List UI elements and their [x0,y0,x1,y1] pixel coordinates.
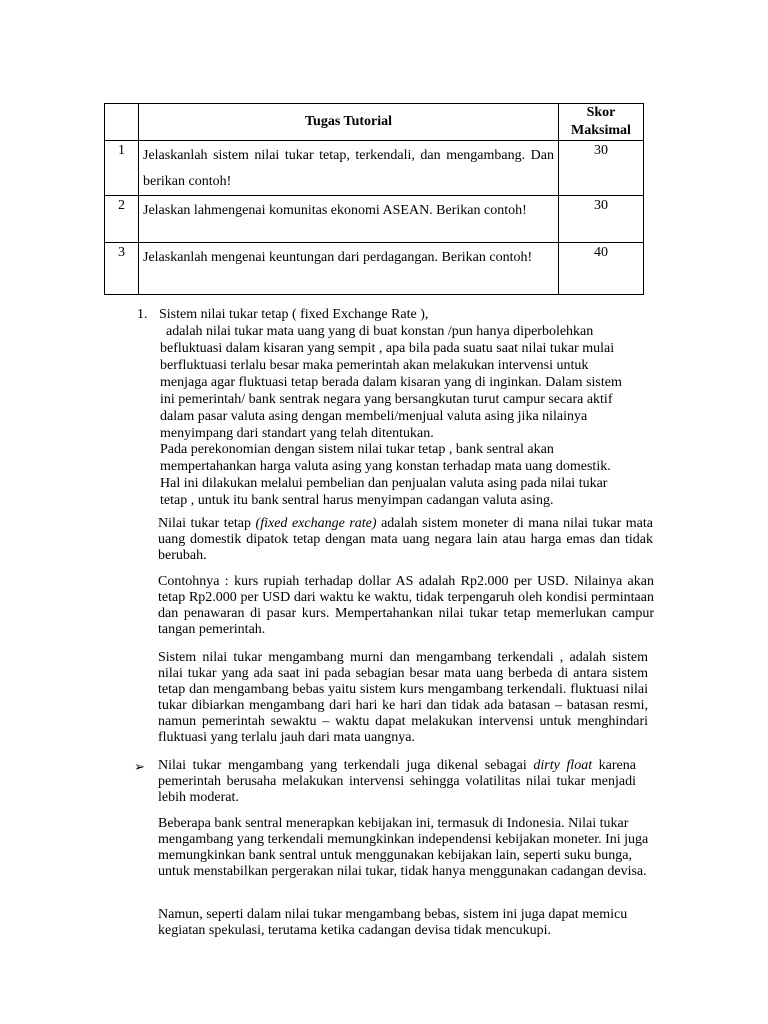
row-score: 30 [559,196,644,243]
example-paragraph: Contohnya : kurs rupiah terhadap dollar AS adalah Rp2.000 per USD. Nilainya akan tetap Rp2.000 per USD dari waktu ke waktu, tidak terpengaruh oleh kondisi permintaan dan penawaran di pasar kurs. Mempertahankan nilai tukar tetap memerlukan campur tangan pemerintah. [158,574,654,637]
table-header-row [105,104,644,141]
dirty-float-paragraph [158,758,636,806]
row-question: Jelaskanlah sistem nilai tukar tetap, terkendali, dan mengambang. Dan berikan contoh! [139,141,559,196]
p2-line: mempertahankan harga valuta asing yang konstan terhadap mata uang domestik. [160,459,611,474]
p2-line: tetap , untuk itu bank sentral harus menyimpan cadangan valuta asing. [160,493,554,508]
answer-heading: Sistem nilai tukar tetap ( fixed Exchange Rate ), [159,307,429,322]
header-task: Tugas Tutorial [139,104,559,141]
p1-line: ini pemerintah/ bank sentrak negara yang bersangkutan turut campur secara aktif [160,392,613,407]
p6-rest: karena pemerintah berusaha melakukan intervensi sehingga volatilitas nilai tukar menjadi lebih moderat. [158,758,636,805]
p1-line: adalah nilai tukar mata uang yang di buat konstan /pun hanya diperbolehkan [166,324,594,339]
speculation-paragraph: Namun, seperti dalam nilai tukar mengambang bebas, sistem ini juga dapat memicu kegiatan spekulasi, terutama ketika cadangan devisa tidak mencukupi. [158,907,628,938]
row-number: 3 [105,243,139,295]
p1-line: menjaga agar fluktuasi tetap berada dalam kisaran yang di inginkan. Dalam sistem [160,375,622,390]
fixed-rate-definition [158,516,653,564]
p3-rest: adalah sistem moneter di mana nilai tukar mata uang domestik dipatok tetap dengan mata uang negara lain atau harga emas dan tidak berubah. [158,516,653,563]
header-number [105,104,139,141]
floating-rate-paragraph: Sistem nilai tukar mengambang murni dan mengambang terkendali , adalah sistem nilai tukar yang ada saat ini pada sebagian besar mata uang berbeda di antara sistem tetap dan mengambang bebas yaitu sistem kurs mengambang terkendali. fluktuasi nilai tukar dibiarkan mengambang dari hari ke hari dan tidak ada batasan – batasan resmi, namun pemerintah sewaktu – waktu dapat melakukan intervensi untuk menghindari fluktuasi yang terlalu jauh dari mata uangnya. [158,650,648,745]
row-number: 2 [105,196,139,243]
table-row [105,141,644,196]
table-row [105,243,644,295]
p3-start: Nilai tukar tetap [158,516,256,531]
row-question: Jelaskanlah mengenai keuntungan dari perdagangan. Berikan contoh! [139,243,559,295]
p1-line: befluktuasi dalam kisaran yang sempit , apa bila pada suatu saat nilai tukar mulai [160,341,615,356]
table-row [105,196,644,243]
p3-italic: (fixed exchange rate) [255,516,377,531]
row-score: 30 [559,141,644,196]
row-question: Jelaskan lahmengenai komunitas ekonomi ASEAN. Berikan contoh! [139,196,559,243]
header-score-line2: Maksimal [571,123,631,138]
central-bank-paragraph: Beberapa bank sentral menerapkan kebijakan ini, termasuk di Indonesia. Nilai tukar mengambang yang terkendali memungkinkan independensi kebijakan moneter. Ini juga memungkinkan bank sentral untuk menggunakan kebijakan lain, seperti suku bunga, untuk menstabilkan pergerakan nilai tukar, tidak hanya menggunakan cadangan devisa. [158,816,649,879]
p2-line: Pada perekonomian dengan sistem nilai tukar tetap , bank sentral akan [160,442,554,457]
p1-line: berfluktuasi terlalu besar maka pemerintah akan melakukan intervensi untuk [160,358,589,373]
p6-start: Nilai tukar mengambang yang terkendali juga dikenal sebagai [158,758,534,773]
arrow-bullet-icon: ➢ [134,759,145,774]
p2-line: Hal ini dilakukan melalui pembelian dan penjualan valuta asing pada nilai tukar [160,476,608,491]
p1-line: menyimpang dari standart yang telah ditentukan. [160,426,434,441]
p6-italic: dirty float [533,758,593,773]
header-score [559,104,644,141]
header-score-line1: Skor [586,105,616,120]
tutorial-task-table [104,103,644,295]
answer-item-number: 1. [137,307,148,322]
row-number: 1 [105,141,139,196]
p1-line: dalam pasar valuta asing dengan membeli/menjual valuta asing jika nilainya [160,409,588,424]
row-score: 40 [559,243,644,295]
